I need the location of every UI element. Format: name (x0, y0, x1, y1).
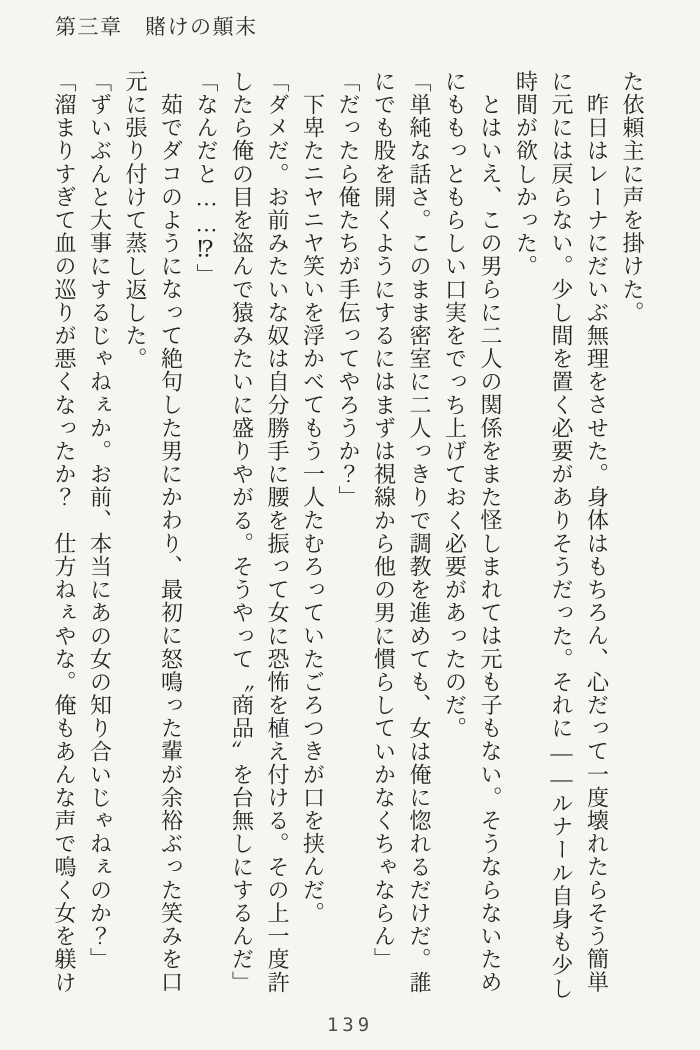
paragraph: 「なんだと……⁉」 (194, 70, 219, 287)
paragraph: とはいえ、この男らに二人の関係をまた怪しまれては元も子もない。そうならないためにももっともらしい口実をでっち上げておく必要があったのだ。 (442, 70, 503, 994)
paragraph: 「だったら俺たちが手伝ってやろうか？」 (336, 70, 361, 509)
paragraph: 昨日はレーナにだいぶ無理をさせた。身体はもちろん、心だって一度壊れたらそう簡単に元には戻らない。少し間を置く必要がありそうだった。それに――ルナール自身も少し時間が欲しかった。 (513, 70, 610, 1000)
page-number: 139 (326, 1014, 374, 1036)
paragraph: 「ずいぶんと大事にするじゃねぇか。お前、本当にあの女の知り合いじゃねぇのか？」 (87, 70, 113, 971)
chapter-header: 第三章 賭けの顛末 (55, 15, 258, 39)
text-block (47, 70, 651, 1000)
paragraph: 「溜まりすぎて血の巡りが悪くなったか？ 仕方ねぇやな。俺もあんな声で鳴く女を躾け (52, 70, 77, 994)
paragraph: 「ダメだ。お前みたいな奴は自分勝手に腰を振って女に恐怖を植え付ける。その上一度許したら俺の目を盗んで猿みたいに盛りやがる。そうやって〝商品〟を台無しにするんだ」 (229, 70, 290, 994)
paragraph: 下卑たニヤニヤ笑いを浮かべてもう一人たむろっていたごろつきが口を挟んだ。 (300, 93, 326, 925)
paragraph: 茹でダコのようになって絶句した男にかわり、最初に怒鳴った輩が余裕ぶった笑みを口元に張り付けて蒸し返した。 (123, 70, 184, 994)
paragraph: た依頼主に声を掛けた。 (620, 70, 645, 325)
paragraph: 「単純な話さ。このまま密室に二人っきりで調教を進めても、女は俺に惚れるだけだ。誰にでも股を開くようにするにはまずは視線から他の男に慣らしていかなくちゃならん」 (371, 70, 432, 994)
